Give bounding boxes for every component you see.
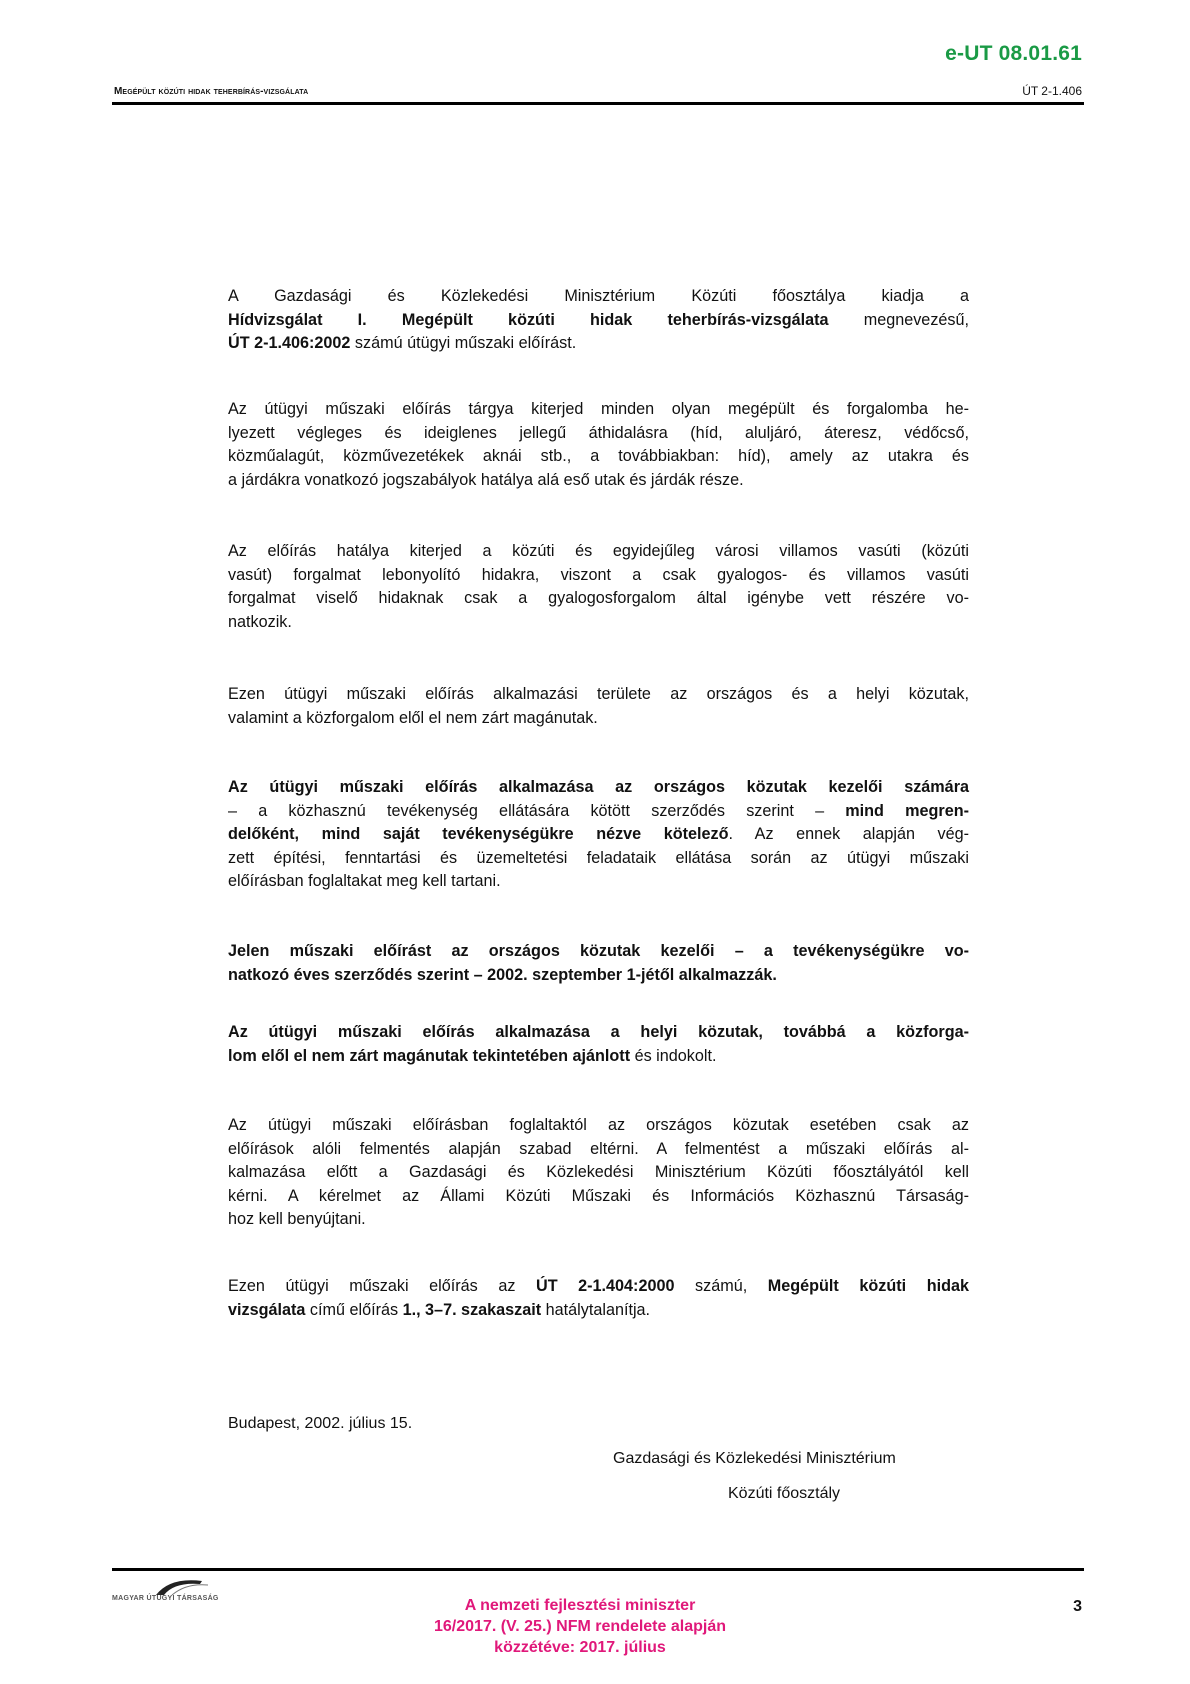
- paragraph-line: [228, 611, 969, 635]
- text: Az előírás hatálya kiterjed a közúti és egyidejűleg városi villamos vasúti (közúti: [228, 542, 969, 560]
- signature-department: Közúti főosztály: [728, 1485, 841, 1502]
- bold-text: ÚT 2-1.404:2000: [536, 1277, 675, 1295]
- header-rule: [112, 102, 1084, 105]
- paragraph: [228, 398, 969, 492]
- paragraph-line: [228, 564, 969, 588]
- doc-id: e-UT 08.01.61: [945, 42, 1082, 65]
- page-number: 3: [1073, 1598, 1082, 1615]
- paragraph-line: [228, 1185, 969, 1209]
- bold-text: 1., 3–7. szakaszait: [402, 1300, 542, 1319]
- publication-note: [420, 1595, 740, 1658]
- paragraph-line: [228, 823, 969, 847]
- text: vasút) forgalmat lebonyolító hidakra, viszont a csak gyalogos- és villamos vasúti: [228, 565, 969, 584]
- bold-text: mind megren-: [845, 801, 970, 820]
- paragraph: [228, 1275, 969, 1322]
- paragraph-line: [228, 1275, 969, 1299]
- paragraph-line: [228, 683, 969, 707]
- footer-rule: [112, 1568, 1084, 1571]
- paragraph-line: [228, 870, 969, 894]
- text: című előírás: [305, 1300, 403, 1319]
- signature-place-date: Budapest, 2002. július 15.: [228, 1415, 413, 1432]
- paragraph-line: [228, 398, 969, 422]
- bold-text: ÚT 2-1.406:2002: [228, 334, 351, 352]
- text: Az útügyi műszaki előírásban foglaltaktól az országos közutak esetében csak az: [228, 1116, 969, 1134]
- bold-text: Az útügyi műszaki előírás alkalmazása az országos közutak kezelői számára: [228, 778, 969, 796]
- paragraph-line: [228, 847, 969, 871]
- paragraph-line: [228, 540, 969, 564]
- text: forgalmat viselő hidaknak csak a gyalogosforgalom által igénybe vett részére vo-: [228, 589, 969, 607]
- text: lyezett végleges és ideiglenes jellegű áthidalásra (híd, aluljáró, áteresz, védőcső,: [228, 423, 969, 442]
- text: Ezen útügyi műszaki előírás alkalmazási területe az országos és a helyi közutak,: [228, 685, 969, 703]
- paragraph-line: [228, 587, 969, 611]
- paragraph: [228, 683, 969, 730]
- bold-text: delőként, mind saját tevékenységükre nézve kötelező: [228, 825, 729, 843]
- text: számú útügyi műszaki előírást.: [350, 334, 577, 352]
- paragraph-line: [228, 1045, 969, 1069]
- bold-text: natkozó éves szerződés szerint – 2002. szeptember 1-jétől alkalmazzák.: [228, 965, 777, 984]
- paragraph-line: [228, 1114, 969, 1138]
- bridge-arc-icon: [112, 1575, 262, 1597]
- text: Az útügyi műszaki előírás tárgya kiterjed minden olyan megépült és forgalomba he-: [228, 400, 969, 418]
- paragraph-line: [228, 332, 969, 356]
- text: megnevezésű,: [828, 310, 970, 329]
- paragraph-line: [228, 707, 969, 731]
- bold-text: Az útügyi műszaki előírás alkalmazása a helyi közutak, továbbá a közforga-: [228, 1023, 969, 1041]
- paragraph-line: [228, 1138, 969, 1162]
- paragraph: [228, 285, 969, 356]
- paragraph-line: [228, 469, 969, 493]
- bold-text: Hídvizsgálat I. Megépült közúti hidak teherbírás-vizsgálata: [228, 310, 829, 329]
- paragraph-line: [228, 445, 969, 469]
- paragraph: [228, 1021, 969, 1068]
- note-line-2: 16/2017. (V. 25.) NFM rendelete alapján: [434, 1618, 726, 1635]
- text: kérni. A kérelmet az Állami Közúti Műszaki és Információs Közhasznú Társaság-: [228, 1186, 969, 1205]
- paragraph-line: [228, 309, 969, 333]
- running-title: Megépült közúti hidak teherbírás-vizsgálata: [114, 86, 309, 97]
- bold-text: vizsgálata: [228, 1300, 306, 1319]
- paragraph-line: [228, 1161, 969, 1185]
- paragraph-line: [228, 1299, 969, 1323]
- text: hoz kell benyújtani.: [228, 1210, 366, 1228]
- text: Ezen útügyi műszaki előírás az: [228, 1277, 536, 1295]
- text: kalmazása előtt a Gazdasági és Közlekedési Minisztérium Közúti főosztályától kell: [228, 1163, 969, 1181]
- paragraph: [228, 540, 969, 634]
- text: és indokolt.: [630, 1046, 717, 1065]
- bold-text: Jelen műszaki előírást az országos közutak kezelői – a tevékenységükre vo-: [228, 942, 969, 960]
- text: számú,: [674, 1277, 768, 1295]
- text: . Az ennek alapján vég-: [728, 825, 969, 843]
- paragraph-line: [228, 1021, 969, 1045]
- standard-code: ÚT 2-1.406: [1022, 84, 1082, 98]
- paragraph-line: [228, 1208, 969, 1232]
- paragraph: [228, 940, 969, 987]
- paragraph-line: [228, 940, 969, 964]
- paragraph-line: [228, 800, 969, 824]
- note-line-3: közzétéve: 2017. július: [494, 1639, 666, 1656]
- paragraph: [228, 776, 969, 894]
- bold-text: Megépült közúti hidak: [767, 1277, 970, 1295]
- paragraph-line: [228, 285, 969, 309]
- text: A Gazdasági és Közlekedési Minisztérium Közúti főosztálya kiadja a: [228, 287, 969, 305]
- text: valamint a közforgalom elől el nem zárt magánutak.: [228, 708, 598, 727]
- text: előírások alóli felmentés alapján szabad eltérni. A felmentést a műszaki előírás al-: [228, 1139, 969, 1158]
- text: natkozik.: [228, 612, 292, 631]
- bold-text: lom elől el nem zárt magánutak tekintetében ajánlott: [228, 1046, 631, 1065]
- text: hatálytalanítja.: [541, 1300, 651, 1319]
- text: – a közhasznú tevékenység ellátására kötött szerződés szerint –: [228, 801, 846, 820]
- text: közműalagút, közművezetékek aknái stb., a továbbiakban: híd), amely az utakra és: [228, 447, 969, 465]
- note-line-1: A nemzeti fejlesztési miniszter: [464, 1597, 696, 1614]
- paragraph-line: [228, 964, 969, 988]
- logo-text: MAGYAR ÚTÜGYI TÁRSASÁG: [112, 1595, 219, 1602]
- text: előírásban foglaltakat meg kell tartani.: [228, 872, 501, 890]
- paragraph-line: [228, 422, 969, 446]
- text: a járdákra vonatkozó jogszabályok hatálya alá eső utak és járdák része.: [228, 470, 744, 489]
- text: zett építési, fenntartási és üzemeltetési feladataik ellátása során az útügyi műszaki: [228, 848, 969, 867]
- publisher-logo: [112, 1575, 262, 1615]
- paragraph: [228, 1114, 969, 1232]
- paragraph-line: [228, 776, 969, 800]
- signature-organization: Gazdasági és Közlekedési Minisztérium: [613, 1450, 896, 1467]
